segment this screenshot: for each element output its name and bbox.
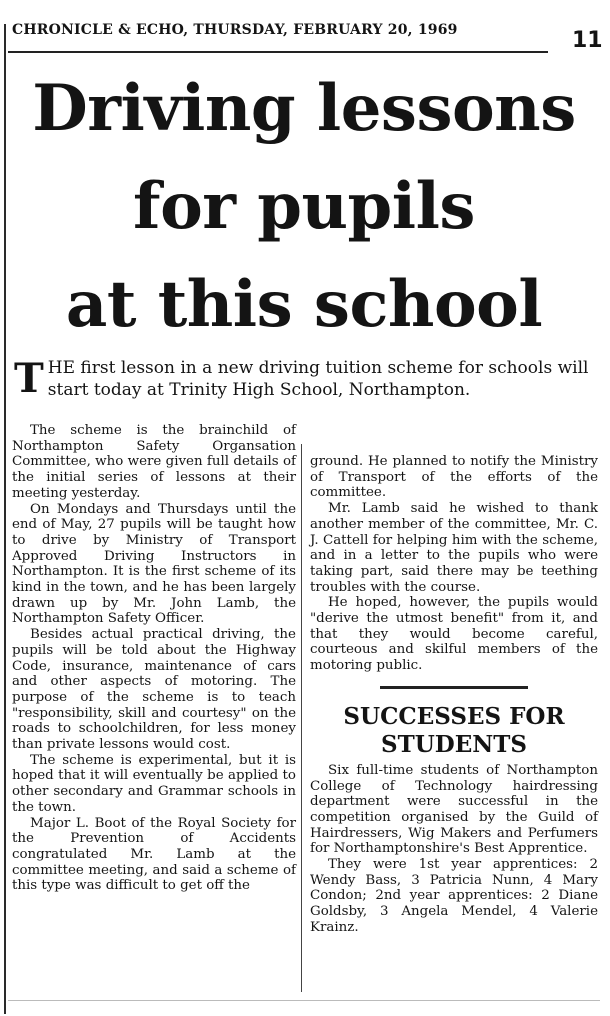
masthead: CHRONICLE & ECHO, THURSDAY, FEBRUARY 20, 1969 bbox=[12, 22, 458, 38]
headline-line-3: at this school bbox=[65, 267, 543, 342]
masthead-rule bbox=[8, 51, 548, 53]
drop-cap: T bbox=[14, 355, 44, 402]
article-paragraph: The scheme is the brainchild of Northampton Safety Organsation Committee, who were given full details of the initial series of lessons at their meeting yesterday. bbox=[12, 423, 296, 501]
intro-paragraph bbox=[14, 357, 598, 401]
article-paragraph: Besides actual practical driving, the pupils will be told about the Highway Code, insurance, maintenance of cars and other aspects of motoring. The purpose of the scheme is to teach "responsibility, skill and courtesy" on the roads to schoolchildren, for less money than private lessons would cost. bbox=[12, 627, 296, 753]
article-paragraph: Major L. Boot of the Royal Society for the Prevention of Accidents congratulated Mr. Lamb at the committee meeting, and said a scheme of this type was difficult to get off the bbox=[12, 815, 296, 894]
article-paragraph: On Mondays and Thursdays until the end of May, 27 pupils will be taught how to drive by Ministry of Transport Approved Driving Instructors in Northampton. It is the first scheme of its kind in the town, and he has been largely drawn up by Mr. John Lamb, the Northampton Safety Officer. bbox=[12, 501, 296, 627]
headline bbox=[8, 60, 600, 354]
headline-line-1: Driving lessons bbox=[32, 71, 576, 146]
headline-line-2: for pupils bbox=[133, 169, 475, 244]
bottom-edge-rule bbox=[8, 1000, 600, 1001]
intro-text: HE first lesson in a new driving tuition scheme for schools will start today at Trinity High School, Northampton. bbox=[47, 358, 589, 400]
article-paragraph: He hoped, however, the pupils would "derive the utmost benefit" from it, and that they would become careful, courteous and skilful members of the motoring public. bbox=[310, 595, 598, 674]
article-paragraph: Mr. Lamb said he wished to thank another member of the committee, Mr. C. J. Cattell for helping him with the scheme, and in a letter to the pupils who were taking part, said there may be teething troubles with the course. bbox=[310, 501, 598, 595]
article-paragraph: ground. He planned to notify the Ministry of Transport of the efforts of the committee. bbox=[310, 454, 598, 501]
article-paragraph: The scheme is experimental, but it is hoped that it will eventually be applied to other secondary and Grammar schools in the town. bbox=[12, 752, 296, 815]
page-number: 11 bbox=[572, 28, 603, 53]
column-divider bbox=[301, 444, 302, 992]
sidebar-story-headline: SUCCESSES FOR STUDENTS bbox=[343, 702, 565, 758]
sidebar-story-paragraph: They were 1st year apprentices: 2 Wendy Bass, 3 Patricia Nunn, 4 Mary Condon; 2nd year apprentices: 2 Diane Goldsby, 3 Angela Mendel, 4 Valerie Krainz. bbox=[310, 857, 598, 935]
article-column-right bbox=[310, 454, 598, 936]
article-column-left bbox=[12, 423, 296, 894]
sidebar-story-paragraph: Six full-time students of Northampton College of Technology hairdressing department were successful in the competition organised by the Guild of Hairdressers, Wig Makers and Perfumers for Northamptonshire's Best Apprentice. bbox=[310, 762, 598, 857]
story-separator-rule bbox=[380, 686, 528, 689]
left-border-rule bbox=[4, 24, 6, 1014]
